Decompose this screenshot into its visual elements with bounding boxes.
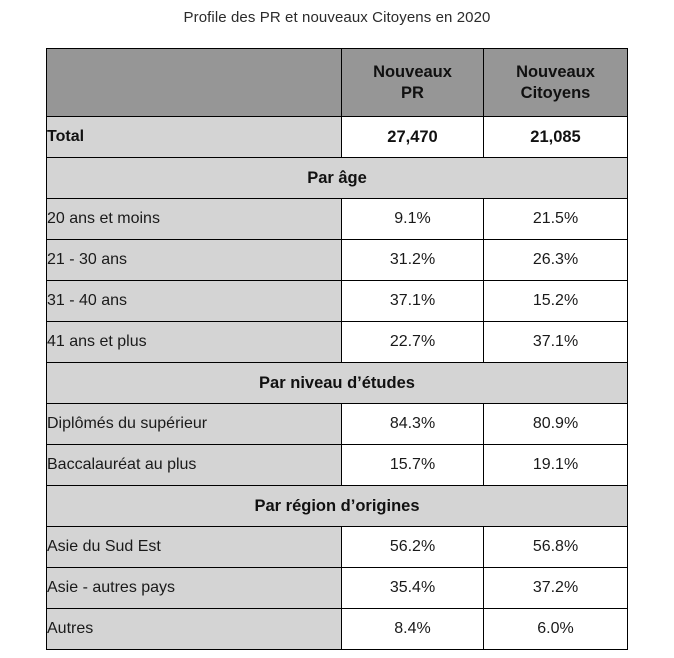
table-row	[47, 527, 628, 568]
row-new-pr-value: 84.3%	[342, 404, 484, 445]
table-row	[47, 609, 628, 650]
column-header-nouveaux-pr-line1: Nouveaux	[373, 63, 452, 82]
section-header-row	[47, 158, 628, 199]
section-header-row	[47, 486, 628, 527]
total-row-label: Total	[47, 117, 342, 158]
row-label: 31 - 40 ans	[47, 281, 342, 322]
row-new-citizens-value: 80.9%	[484, 404, 628, 445]
row-new-citizens-value: 37.1%	[484, 322, 628, 363]
table-row	[47, 199, 628, 240]
row-new-pr-value: 9.1%	[342, 199, 484, 240]
page-title: Profile des PR et nouveaux Citoyens en 2020	[183, 9, 491, 26]
column-header-nouveaux-pr	[342, 49, 484, 117]
column-header-nouveaux-citoyens-line2: Citoyens	[520, 83, 591, 102]
row-new-citizens-value: 21.5%	[484, 199, 628, 240]
row-new-citizens-value: 26.3%	[484, 240, 628, 281]
row-new-citizens-value: 37.2%	[484, 568, 628, 609]
table-row	[47, 281, 628, 322]
row-label: Baccalauréat au plus	[47, 445, 342, 486]
total-row-new-pr-value: 27,470	[342, 117, 484, 158]
row-new-citizens-value: 6.0%	[484, 609, 628, 650]
table-header-row	[47, 49, 628, 117]
row-label: Asie - autres pays	[47, 568, 342, 609]
table-row	[47, 404, 628, 445]
row-new-pr-value: 31.2%	[342, 240, 484, 281]
row-label: Diplômés du supérieur	[47, 404, 342, 445]
column-header-nouveaux-pr-line2: PR	[401, 83, 424, 102]
row-new-citizens-value: 19.1%	[484, 445, 628, 486]
row-new-pr-value: 15.7%	[342, 445, 484, 486]
column-header-nouveaux-citoyens-line1: Nouveaux	[516, 63, 595, 82]
table-row	[47, 240, 628, 281]
row-label: 21 - 30 ans	[47, 240, 342, 281]
table-row	[47, 322, 628, 363]
row-label: Autres	[47, 609, 342, 650]
row-new-citizens-value: 15.2%	[484, 281, 628, 322]
row-new-pr-value: 37.1%	[342, 281, 484, 322]
section-heading: Par région d’origines	[47, 486, 628, 527]
profile-table	[46, 48, 628, 650]
row-new-citizens-value: 56.8%	[484, 527, 628, 568]
table-row-total	[47, 117, 628, 158]
section-heading: Par niveau d’études	[47, 363, 628, 404]
row-new-pr-value: 35.4%	[342, 568, 484, 609]
row-new-pr-value: 8.4%	[342, 609, 484, 650]
row-label: Asie du Sud Est	[47, 527, 342, 568]
section-header-row	[47, 363, 628, 404]
column-header-nouveaux-citoyens	[484, 49, 628, 117]
table-row	[47, 568, 628, 609]
row-label: 41 ans et plus	[47, 322, 342, 363]
table-row	[47, 445, 628, 486]
row-label: 20 ans et moins	[47, 199, 342, 240]
row-new-pr-value: 22.7%	[342, 322, 484, 363]
row-new-pr-value: 56.2%	[342, 527, 484, 568]
header-corner-cell	[47, 49, 342, 117]
total-row-new-citizens-value: 21,085	[484, 117, 628, 158]
section-heading: Par âge	[47, 158, 628, 199]
